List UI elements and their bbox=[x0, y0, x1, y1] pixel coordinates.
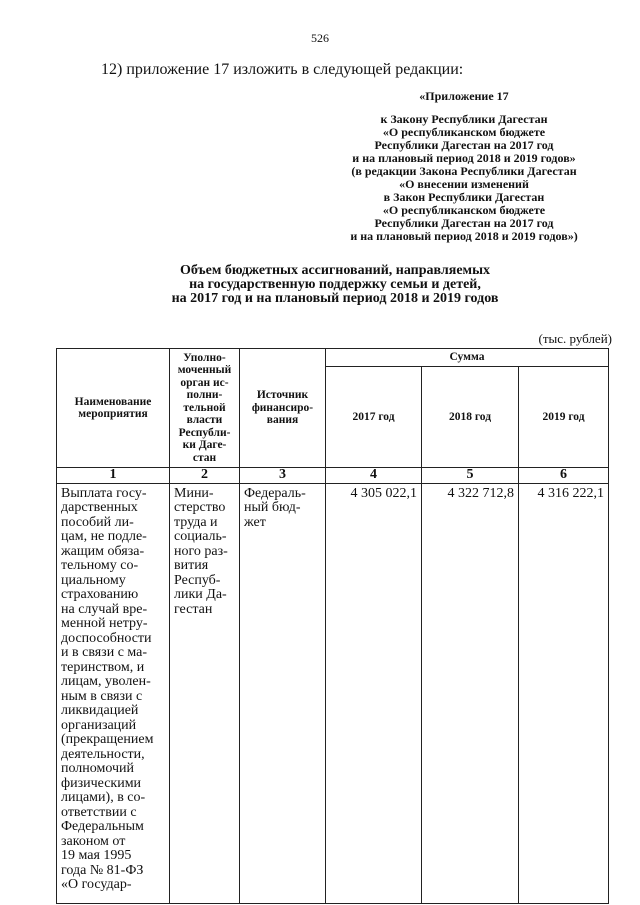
annex-line: Республики Дагестан на 2017 год bbox=[374, 216, 554, 230]
header-2019: 2019 год bbox=[519, 367, 609, 468]
cell-amount-2018: 4 322 712,8 bbox=[422, 483, 519, 903]
annex-line: «О республиканском бюджете bbox=[382, 203, 546, 217]
annex-title: «Приложение 17 bbox=[419, 89, 509, 103]
table-row bbox=[57, 483, 609, 903]
column-number: 3 bbox=[240, 468, 326, 484]
table-title-line: на 2017 год и на плановый период 2018 и 2019 годов bbox=[171, 291, 499, 306]
cell-amount-2017: 4 305 022,1 bbox=[326, 483, 422, 903]
table-title bbox=[0, 264, 640, 306]
annex-header bbox=[324, 90, 604, 243]
header-name: Наименование мероприятия bbox=[57, 349, 170, 468]
annex-line: (в редакции Закона Республики Дагестан bbox=[351, 164, 577, 178]
annex-line: и на плановый период 2018 и 2019 годов») bbox=[350, 229, 578, 243]
budget-table bbox=[56, 348, 609, 904]
amendment-intro: 12) приложение 17 изложить в следующей редакции: bbox=[101, 61, 464, 78]
page-number: 526 bbox=[311, 31, 329, 45]
annex-line: «О внесении изменений bbox=[399, 177, 529, 191]
column-number: 5 bbox=[422, 468, 519, 484]
table-title-line: Объем бюджетных ассигнований, направляемых bbox=[179, 263, 491, 278]
annex-line: к Закону Республики Дагестан bbox=[380, 112, 548, 126]
cell-measure-name: Выплата госу- дарственных пособий ли- цам, не подле- жащим обяза- тельному со- циальному страхованию на случай вре- менной нетру- доспособности и в связи с ма- теринством, и лицам, уволен- ным в связи с ликвидацией организаций (прекращением деятельности, полномочий физическими лицами), в со- ответствии с Федеральным законом от 19 мая 1995 года № 81-ФЗ «О государ- bbox=[57, 483, 170, 903]
column-number: 4 bbox=[326, 468, 422, 484]
header-source: Источник финансиро- вания bbox=[240, 349, 326, 468]
column-number: 2 bbox=[170, 468, 240, 484]
header-2017: 2017 год bbox=[326, 367, 422, 468]
annex-line: и на плановый период 2018 и 2019 годов» bbox=[352, 151, 576, 165]
header-sum: Сумма bbox=[326, 349, 609, 367]
cell-amount-2019: 4 316 222,1 bbox=[519, 483, 609, 903]
annex-line: «О республиканском бюджете bbox=[382, 125, 546, 139]
column-number: 6 bbox=[519, 468, 609, 484]
column-number: 1 bbox=[57, 468, 170, 484]
annex-line: в Закон Республики Дагестан bbox=[383, 190, 545, 204]
cell-authorized-organ: Мини- стерство труда и социаль- ного раз- вития Респуб- лики Да- гестан bbox=[170, 483, 240, 903]
header-2018: 2018 год bbox=[422, 367, 519, 468]
header-organ: Уполно- моченный орган ис- полни- тельной власти Республи- ки Даге- стан bbox=[170, 349, 240, 468]
units-label: (тыс. рублей) bbox=[538, 331, 612, 346]
annex-line: Республики Дагестан на 2017 год bbox=[374, 138, 554, 152]
cell-funding-source: Федераль- ный бюд- жет bbox=[240, 483, 326, 903]
table-title-line: на государственную поддержку семьи и детей, bbox=[189, 277, 481, 292]
